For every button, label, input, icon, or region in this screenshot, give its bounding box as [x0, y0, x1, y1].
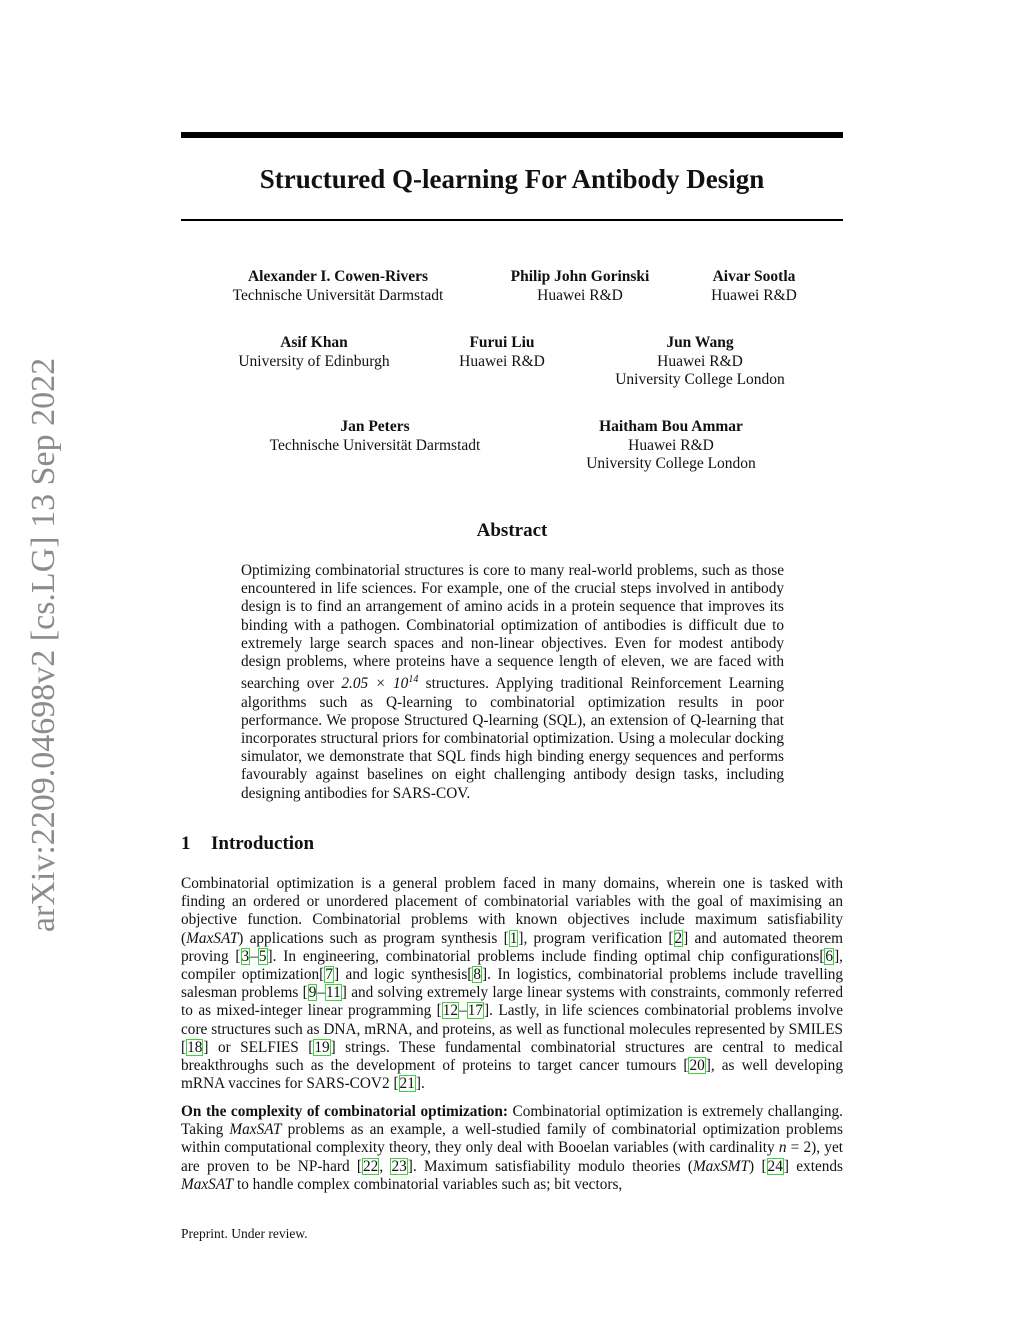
paragraph-text: – [459, 1002, 467, 1020]
author-block [600, 334, 800, 390]
citation-link[interactable]: 1 [509, 929, 518, 947]
citation-link[interactable]: 9 [308, 984, 317, 1002]
paragraph-runin-heading: On the complexity of combinatorial optimization: [181, 1103, 508, 1120]
citation-link[interactable]: 8 [473, 966, 482, 984]
paragraph-text: ] strings. These fundamental combinatorial structures are central to medical breakthroughs such as the development of proteins to target cancer tumours [ [181, 1038, 843, 1075]
author-block [571, 418, 771, 474]
paragraph-text: ] extends [783, 1157, 843, 1175]
paragraph-text: Combinatorial optimization is extremely challanging. Taking [181, 1103, 843, 1139]
paragraph-text: ) applications such as program synthesis [ [238, 929, 509, 947]
author-block [490, 268, 670, 305]
abstract-math-base: 2.05 × 10 [341, 675, 409, 693]
citation-link[interactable]: 6 [825, 947, 834, 965]
author-affiliation: Huawei R&D [657, 352, 743, 370]
abstract-math-exponent: 14 [408, 674, 419, 686]
citation-link[interactable]: 7 [325, 966, 333, 984]
author-block [694, 268, 814, 305]
author-affiliation: Huawei R&D [537, 286, 623, 304]
author-affiliation: University College London [615, 371, 785, 388]
paragraph-text: ] or SELFIES [ [203, 1038, 314, 1056]
paragraph-text: ], program verification [ [518, 929, 674, 947]
author-name: Haitham Bou Ammar [599, 418, 743, 435]
author-block [250, 418, 500, 455]
section-title: Introduction [211, 833, 315, 854]
paragraph-text: ] and automated theorem proving [ [181, 929, 844, 965]
abstract-heading: Abstract [476, 520, 548, 541]
section-number: 1 [181, 833, 191, 854]
paragraph-text: , [379, 1157, 391, 1175]
math-expression: = 2 [786, 1139, 812, 1157]
author-affiliation: Huawei R&D [711, 286, 797, 304]
author-affiliation: Huawei R&D [459, 352, 545, 370]
citation-link[interactable]: 3 [241, 947, 250, 965]
paper-title: Structured Q-learning For Antibody Design [259, 164, 765, 194]
citation-link[interactable]: 12 [442, 1002, 459, 1020]
title-rule-bottom [181, 219, 843, 221]
paragraph-text: problems as an example, a well-studied family of combinatorial optimization problems within computational complexity theory, they only deal with Booelan variables (with cardinality [181, 1121, 843, 1157]
paragraph-text: ]. Lastly, in life sciences combinatorial problems involve core structures such as DNA, mRNA, and proteins, as well as functional molecules represented by SMILES [ [181, 1002, 844, 1056]
paragraph-text: ], compiler optimization[ [181, 947, 843, 984]
citation-link[interactable]: 17 [467, 1002, 484, 1020]
author-name: Furui Liu [469, 334, 535, 351]
paragraph-text: ]. In logistics, combinatorial problems include travelling salesman problems [ [181, 966, 843, 1002]
section-heading-introduction [181, 832, 581, 856]
paragraph-text: – [317, 984, 326, 1002]
citation-link[interactable]: 21 [399, 1075, 415, 1093]
maxsat-term: MaxSAT [181, 1175, 234, 1193]
author-affiliation: Huawei R&D [628, 436, 714, 454]
author-block [224, 334, 404, 371]
author-affiliation: University of Edinburgh [238, 352, 390, 370]
author-affiliation: Technische Universität Darmstadt [269, 436, 481, 454]
footer-note: Preprint. Under review. [181, 1226, 308, 1241]
citation-link[interactable]: 20 [689, 1057, 705, 1075]
citation-link[interactable]: 18 [187, 1038, 203, 1056]
paragraph-text: ), yet are proven to be NP-hard [ [181, 1139, 843, 1175]
citation-link[interactable]: 22 [363, 1157, 379, 1175]
citation-link[interactable]: 5 [258, 947, 267, 965]
citation-link[interactable]: 19 [314, 1038, 330, 1056]
math-variable: n [778, 1139, 787, 1157]
author-block [214, 268, 462, 305]
abstract-math [341, 675, 418, 692]
paragraph-text: – [250, 947, 258, 965]
abstract-text [241, 562, 784, 803]
paragraph-text: ] and solving extremely large linear systems with constraints, commonly referred to as mixed-integer linear programming [ [181, 984, 843, 1020]
author-name: Jun Wang [666, 334, 734, 351]
author-affiliation: University College London [586, 455, 756, 472]
author-affiliation: Technische Universität Darmstadt [232, 286, 444, 304]
intro-paragraph [181, 875, 843, 1093]
paragraph-text: Combinatorial optimization is a general problem faced in many domains, wherein one is tasked with finding an ordered or unordered placement of combinatorial variables with the goal of maximising an objective function. Combinatorial problems with known objectives include maximum satisfiability ( [181, 875, 843, 947]
paragraph-text: ] and logic synthesis[ [333, 966, 473, 984]
citation-link[interactable]: 11 [326, 984, 341, 1002]
maxsat-term: MaxSAT [186, 929, 239, 947]
complexity-paragraph [181, 1103, 843, 1194]
abstract-text-part: Optimizing combinatorial structures is core to many real-world problems, such as those encountered in life sciences. For example, one of the crucial steps involved in antibody design is to find an arrangement of amino acids in a protein sequence that improves its binding with a pathogen. Combinatorial optimization of antibodies is difficult due to extremely large search spaces and non-linear objectives. Even for modest antibody design problems, where proteins have a sequence length of eleven, we are faced with searching over [241, 562, 784, 693]
paragraph-text: ]. In engineering, combinatorial problems include finding optimal chip configurations[ [267, 947, 825, 965]
maxsmt-term: MaxSMT [692, 1157, 750, 1175]
author-name: Aivar Sootla [712, 268, 796, 285]
citation-link[interactable]: 23 [391, 1157, 407, 1175]
author-block [447, 334, 557, 371]
title-rule-top [181, 132, 843, 138]
author-name: Asif Khan [280, 334, 348, 351]
paragraph-text: ]. [415, 1075, 425, 1093]
maxsat-term: MaxSAT [229, 1121, 282, 1139]
paragraph-text: to handle complex combinatorial variables such as; bit vectors, [233, 1175, 623, 1193]
author-name: Philip John Gorinski [510, 268, 650, 285]
citation-link[interactable]: 2 [674, 929, 683, 947]
arxiv-identifier: arXiv:2209.04698v2 [cs.LG] 13 Sep 2022 [25, 357, 62, 933]
paragraph-text: ) [ [749, 1157, 767, 1175]
paragraph-text: ], as well developing mRNA vaccines for SARS-COV2 [ [181, 1057, 843, 1093]
paragraph-text: ]. Maximum satisfiability modulo theories ( [407, 1157, 693, 1175]
citation-link[interactable]: 24 [767, 1157, 783, 1175]
author-name: Jan Peters [340, 418, 410, 435]
abstract-text-part: structures. Applying traditional Reinforcement Learning algorithms such as Q-learning to combinatorial optimization results in poor performance. We propose Structured Q-learning (SQL), an extension of Q-learning that incorporates structural priors for combinatorial optimization. Using a molecular docking simulator, we demonstrate that SQL finds high binding energy sequences and performs favourably against baselines on eight challenging antibody design tasks, including designing antibodies for SARS-COV. [241, 675, 784, 802]
author-name: Alexander I. Cowen-Rivers [247, 268, 429, 285]
